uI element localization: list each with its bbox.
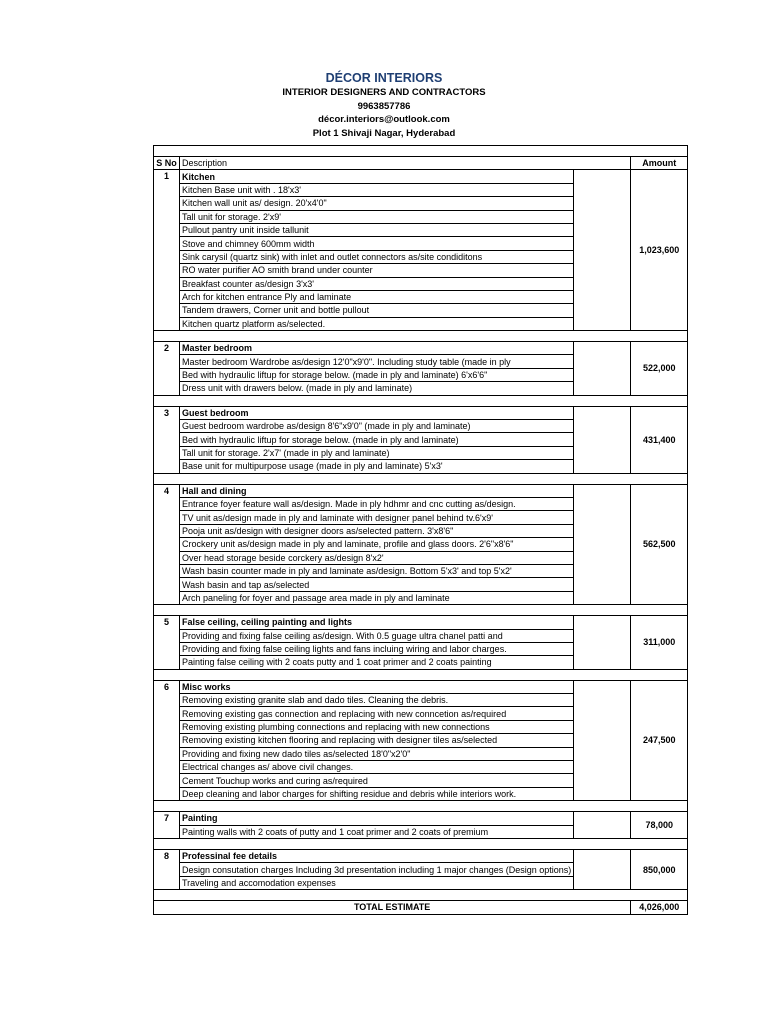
section-title: Misc works — [180, 680, 574, 693]
line-item-description: Pooja unit as/design with designer doors as/selected pattern. 3'x8'6" — [180, 524, 574, 537]
section-spacer-row — [154, 890, 688, 901]
section-heading-row — [154, 680, 688, 693]
section-number: 3 — [154, 406, 180, 473]
estimate-table-body — [154, 146, 688, 915]
line-item-description: Tall unit for storage. 2'x7' (made in ply and laminate) — [180, 446, 574, 459]
line-item-description: Providing and fixing false ceiling as/design. With 0.5 guage ultra chanel patti and — [180, 629, 574, 642]
section-title: Kitchen — [180, 170, 574, 183]
section-heading-row — [154, 342, 688, 355]
section-number: 6 — [154, 680, 180, 801]
company-phone: 9963857786 — [357, 100, 411, 112]
section-number: 7 — [154, 812, 180, 839]
line-item-description: Base unit for multipurpose usage (made in ply and laminate) 5'x3' — [180, 460, 574, 473]
sno-column-header: S No — [154, 157, 180, 170]
section-heading-row — [154, 406, 688, 419]
description-column-header: Description — [180, 157, 574, 170]
line-item-description: Painting false ceiling with 2 coats putty and 1 coat primer and 2 coats painting — [180, 656, 574, 669]
section-title: Guest bedroom — [180, 406, 574, 419]
line-item-description: Kitchen quartz platform as/selected. — [180, 317, 574, 330]
total-estimate-amount: 4,026,000 — [631, 901, 688, 914]
line-item-description: Tall unit for storage. 2'x9' — [180, 210, 574, 223]
section-title: False ceiling, ceiling painting and lights — [180, 616, 574, 629]
section-number: 4 — [154, 484, 180, 605]
table-header-row — [154, 157, 688, 170]
section-spacer-row — [154, 605, 688, 616]
line-item-description: Crockery unit as/design made in ply and laminate, profile and glass doors. 2'6"x8'6" — [180, 538, 574, 551]
section-amount: 562,500 — [631, 484, 688, 605]
line-item-description: Removing existing plumbing connections and replacing with new connections — [180, 720, 574, 733]
line-item-description: Master bedroom Wardrobe as/design 12'0"x9'0". Including study table (made in ply — [180, 355, 574, 368]
line-item-description: Providing and fixing false ceiling lights and fans incluing wiring and labor charges. — [180, 642, 574, 655]
line-item-description: Wash basin and tap as/selected — [180, 578, 574, 591]
line-item-description: Providing and fixing new dado tiles as/selected 18'0"x2'0" — [180, 747, 574, 760]
section-spacer-row — [154, 801, 688, 812]
section-spacer-row — [154, 473, 688, 484]
section-amount: 850,000 — [631, 849, 688, 889]
line-item-description: Entrance foyer feature wall as/design. Made in ply hdhmr and cnc cutting as/design. — [180, 497, 574, 510]
section-number: 8 — [154, 849, 180, 889]
section-heading-row — [154, 812, 688, 825]
section-heading-row — [154, 484, 688, 497]
company-tagline: INTERIOR DESIGNERS AND CONTRACTORS — [282, 87, 486, 98]
section-title: Painting — [180, 812, 574, 825]
line-item-description: Wash basin counter made in ply and laminate as/design. Bottom 5'x3' and top 5'x2' — [180, 564, 574, 577]
company-email: décor.interiors@outlook.com — [318, 114, 450, 126]
section-amount: 431,400 — [631, 406, 688, 473]
line-item-description: Stove and chimney 600mm width — [180, 237, 574, 250]
section-number: 2 — [154, 342, 180, 396]
total-estimate-label: TOTAL ESTIMATE — [154, 901, 631, 914]
total-row — [154, 901, 688, 914]
line-item-description: Removing existing granite slab and dado tiles. Cleaning the debris. — [180, 694, 574, 707]
line-item-description: Sink carysil (quartz sink) with inlet and outlet connectors as/site condiditons — [180, 250, 574, 263]
line-item-description: Electrical changes as/ above civil changes. — [180, 761, 574, 774]
section-title: Master bedroom — [180, 342, 574, 355]
section-spacer-row — [154, 331, 688, 342]
line-item-description: Removing existing gas connection and replacing with new conncetion as/required — [180, 707, 574, 720]
section-heading-row — [154, 849, 688, 862]
section-title: Professinal fee details — [180, 849, 574, 862]
letterhead — [0, 70, 768, 140]
section-spacer-row — [154, 838, 688, 849]
line-item-description: Deep cleaning and labor charges for shifting residue and debris while interiors work. — [180, 787, 574, 800]
section-number: 1 — [154, 170, 180, 331]
amount-column-header: Amount — [631, 157, 688, 170]
section-number: 5 — [154, 616, 180, 670]
line-item-description: Guest bedroom wardrobe as/design 8'6"x9'0" (made in ply and laminate) — [180, 420, 574, 433]
line-item-description: Arch paneling for foyer and passage area made in ply and laminate — [180, 591, 574, 604]
section-amount: 522,000 — [631, 342, 688, 396]
line-item-description: Arch for kitchen entrance Ply and laminate — [180, 290, 574, 303]
line-item-description: Kitchen wall unit as/ design. 20'x4'0" — [180, 197, 574, 210]
line-item-description: Tandem drawers, Corner unit and bottle pullout — [180, 304, 574, 317]
line-item-description: TV unit as/design made in ply and laminate with designer panel behind tv.6'x9' — [180, 511, 574, 524]
line-item-description: Over head storage beside corckery as/design 8'x2' — [180, 551, 574, 564]
section-amount: 1,023,600 — [631, 170, 688, 331]
line-item-description: Design consutation charges Including 3d presentation including 1 major changes (Design options) — [180, 863, 574, 876]
estimate-table — [153, 145, 688, 915]
line-item-description: Bed with hydraulic liftup for storage below. (made in ply and laminate) 6'x6'6" — [180, 368, 574, 381]
section-heading-row — [154, 616, 688, 629]
company-name: DÉCOR INTERIORS — [325, 71, 443, 85]
line-item-description: Pullout pantry unit inside tallunit — [180, 223, 574, 236]
line-item-description: Cement Touchup works and curing as/required — [180, 774, 574, 787]
section-spacer-row — [154, 395, 688, 406]
line-item-description: Removing existing kitchen flooring and replacing with designer tiles as/selected — [180, 734, 574, 747]
company-address: Plot 1 Shivaji Nagar, Hyderabad — [312, 127, 456, 139]
section-amount: 247,500 — [631, 680, 688, 801]
line-item-description: Traveling and accomodation expenses — [180, 876, 574, 889]
line-item-description: Breakfast counter as/design 3'x3' — [180, 277, 574, 290]
line-item-description: Painting walls with 2 coats of putty and 1 coat primer and 2 coats of premium — [180, 825, 574, 838]
section-amount: 78,000 — [631, 812, 688, 839]
section-spacer-row — [154, 669, 688, 680]
line-item-description: Dress unit with drawers below. (made in ply and laminate) — [180, 382, 574, 395]
line-item-description: RO water purifier AO smith brand under counter — [180, 264, 574, 277]
section-amount: 311,000 — [631, 616, 688, 670]
section-title: Hall and dining — [180, 484, 574, 497]
table-top-spacer-row — [154, 146, 688, 157]
line-item-description: Kitchen Base unit with . 18'x3' — [180, 183, 574, 196]
section-heading-row — [154, 170, 688, 183]
line-item-description: Bed with hydraulic liftup for storage below. (made in ply and laminate) — [180, 433, 574, 446]
